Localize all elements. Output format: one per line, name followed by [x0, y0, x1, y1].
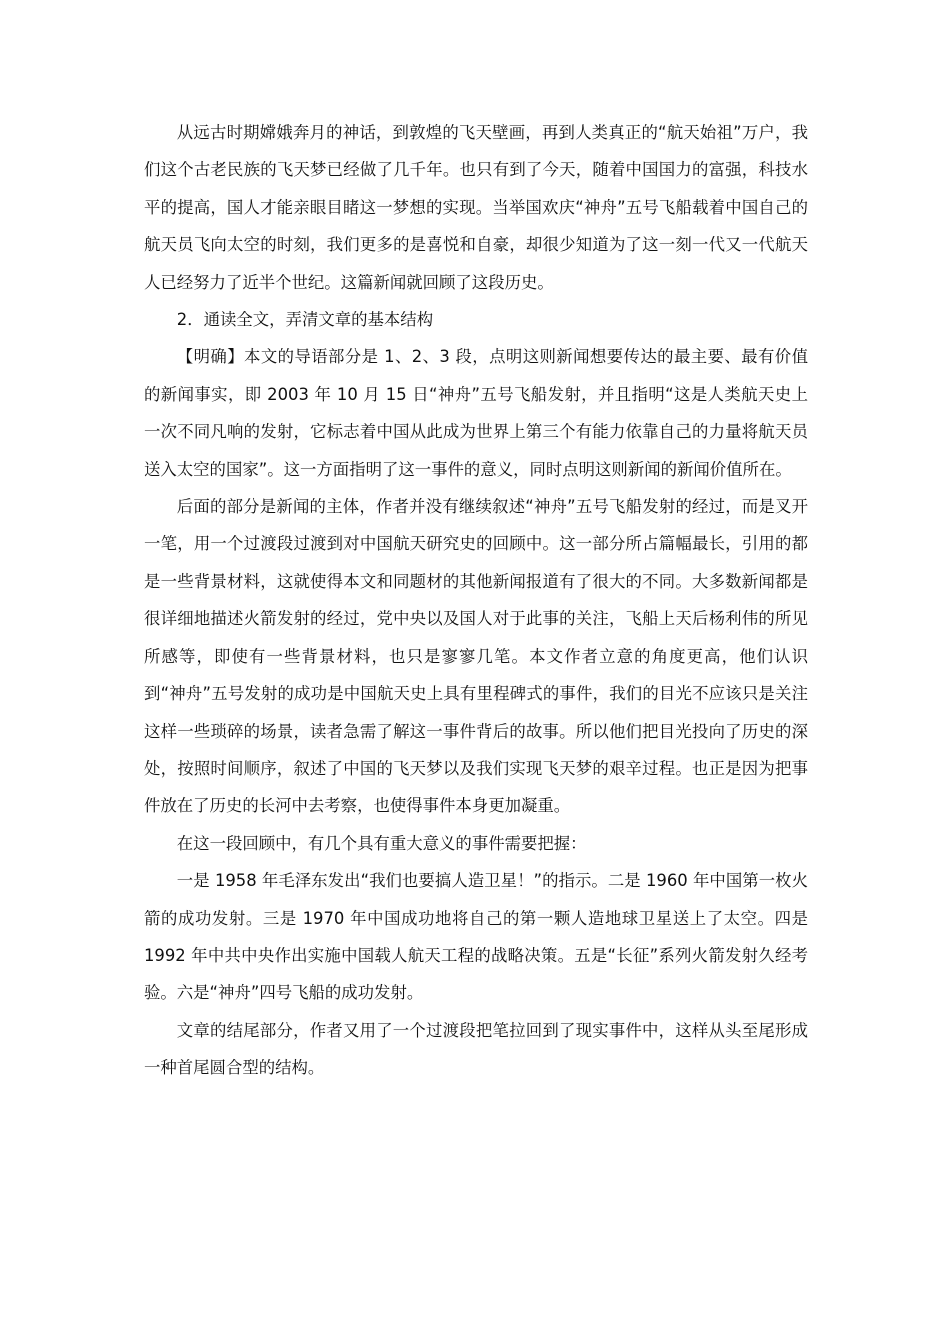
paragraph-3: 【明确】本文的导语部分是 1、2、3 段，点明这则新闻想要传达的最主要、最有价值的新闻事实，即 2003 年 10 月 15 日“神舟”五号飞船发射，并且指明“这是人类航天史上一次不同凡响的发射，它标志着中国从此成为世界上第三个有能力依靠自己的力量将航天员送入太空的国家”。这一方面指明了这一事件的意义，同时点明这则新闻的新闻价值所在。 [144, 347, 808, 479]
paragraph-6: 一是 1958 年毛泽东发出“我们也要搞人造卫星！”的指示。二是 1960 年中国第一枚火箭的成功发射。三是 1970 年中国成功地将自己的第一颗人造地球卫星送上了太空。四是 1992 年中共中央作出实施中国载人航天工程的战略决策。五是“长征”系列火箭发射久经考验。六是“神舟”四号飞船的成功发射。 [144, 871, 808, 1003]
document-page [144, 114, 808, 1087]
paragraph-7: 文章的结尾部分，作者又用了一个过渡段把笔拉回到了现实事件中，这样从头至尾形成一种首尾圆合型的结构。 [144, 1020, 808, 1078]
paragraph-1: 从远古时期嫦娥奔月的神话，到敦煌的飞天壁画，再到人类真正的“航天始祖”万户，我们这个古老民族的飞天梦已经做了几千年。也只有到了今天，随着中国国力的富强，科技水平的提高，国人才能亲眼目睹这一梦想的实现。当举国欢庆“神舟”五号飞船载着中国自己的航天员飞向太空的时刻，我们更多的是喜悦和自豪，却很少知道为了这一刻一代又一代航天人已经努力了近半个世纪。这篇新闻就回顾了这段历史。 [144, 123, 808, 292]
paragraph-4: 后面的部分是新闻的主体，作者并没有继续叙述“神舟”五号飞船发射的经过，而是叉开一笔，用一个过渡段过渡到对中国航天研究史的回顾中。这一部分所占篇幅最长，引用的都是一些背景材料，这就使得本文和同题材的其他新闻报道有了很大的不同。大多数新闻都是很详细地描述火箭发射的经过，党中央以及国人对于此事的关注，飞船上天后杨利伟的所见所感等，即使有一些背景材料，也只是寥寥几笔。本文作者立意的角度更高，他们认识到“神舟”五号发射的成功是中国航天史上具有里程碑式的事件，我们的目光不应该只是关注这样一些琐碎的场景，读者急需了解这一事件背后的故事。所以他们把目光投向了历史的深处，按照时间顺序，叙述了中国的飞天梦以及我们实现飞天梦的艰辛过程。也正是因为把事件放在了历史的长河中去考察，也使得事件本身更加凝重。 [144, 497, 808, 816]
paragraph-5: 在这一段回顾中，有几个具有重大意义的事件需要把握： [176, 833, 587, 853]
paragraph-2-heading: 2．通读全文，弄清文章的基本结构 [176, 310, 434, 330]
